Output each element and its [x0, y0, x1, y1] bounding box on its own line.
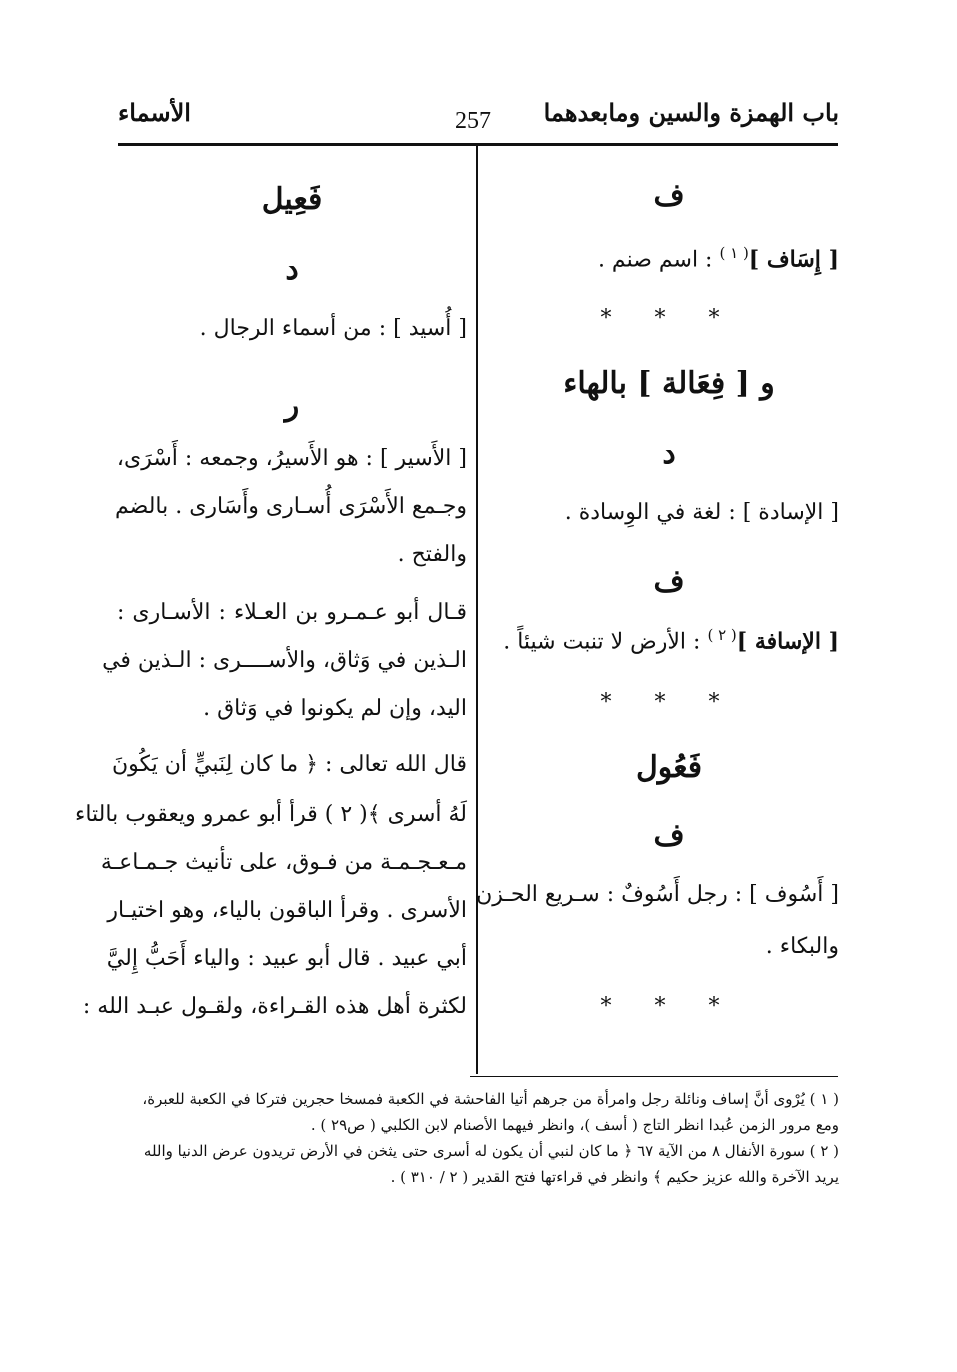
entry-definition: : الأرض لا تنبت شيئاً .: [503, 629, 701, 655]
footnote-1-continued: ومع مرور الزمن عُبدا انظر التاج ( أسف )، وانظر فيهما الأصنام لابن الكلبي ( ص٢٩ ) .: [310, 1116, 839, 1134]
paragraph-quran: قال الله تعالى : ﴿ ما كان لِنَبيٍّ أن يَكُونَ: [111, 752, 467, 777]
footnote-1: ( ١ ) يُرْوى أنَّ إساف ونائلة رجل وامرأة من جرهم أتيا الفاحشة في الكعبة فمسخا حجرين فتركا في الكعبة للعبرة،: [142, 1090, 839, 1108]
section-letter-dal: د: [662, 436, 676, 471]
entry-asuf-continued: والبكاء .: [765, 934, 839, 959]
footnotes: [112, 1086, 839, 1190]
entry-asir: وجـمع الأَسْرَى أُسـارى وأَسَارى . بالضم: [114, 494, 467, 519]
paragraph-quran: لَهُ أسرى ﴾( ٢ ) قرأ أبو عمرو ويعقوب بالتاء: [75, 802, 467, 827]
entry-asir: [ الأَسير ] : هو الأَسيرُ، وجمعه : أَسْرَى،: [116, 446, 467, 471]
section-letter-ra: ر: [284, 388, 300, 423]
entry-asir: والفتح .: [397, 542, 467, 567]
entry-term: [ الإسافة ]: [736, 628, 839, 655]
paragraph-abu-amr: قـال أبو عـمـرو بن العـلاء : الأسـارى :: [117, 600, 467, 625]
footnote-2-continued: يريد الآخرة والله عزيز حكيم ﴾ وانظر في قراءتها فتح القدير ( ٢ / ٣١٠ ) .: [390, 1168, 839, 1186]
column-divider: [476, 146, 478, 1074]
paragraph-quran: الأسرى . وقرأ الباقون بالياء، وهو اختيـار: [107, 898, 467, 923]
paragraph-abu-amr: الـذين في وَثاق، والأســــرى : الـذين في: [102, 648, 467, 673]
section-letter-fa: ف: [653, 178, 685, 213]
section-letter-fa: ف: [653, 564, 685, 599]
paragraph-quran: مـعـجـمـة من فـوق، على تأنيث جـمـاعـة: [100, 850, 467, 875]
running-title-left: الأسماء: [118, 98, 191, 127]
section-separator: * * *: [600, 306, 738, 331]
footnote-ref: ( ٢ ): [707, 626, 737, 644]
entry-term: [ إِسَاف ]: [748, 246, 839, 273]
pattern-heading: و [ فِعَالة ] بالهاء: [563, 366, 775, 401]
paragraph-quran: لكثرة أهل هذه القـراءة، ولقـول عبـد الله :: [82, 994, 467, 1019]
entry-isafa: [503, 626, 839, 654]
entry-isada: [ الإسادة ] : لغة في الوِسادة .: [564, 500, 839, 525]
section-letter-dal: د: [285, 252, 299, 287]
section-separator: * * *: [600, 690, 738, 715]
footnote-ref: ( ١ ): [719, 244, 749, 262]
entry-usaid: [ أُسيد ] : من أسماء الرجال .: [199, 316, 467, 341]
running-title-right: باب الهمزة والسين ومابعدهما: [543, 98, 839, 127]
paragraph-quran: أبي عبيد . قال أبو عبيد : والياء أَحَبُّ إِليَّ: [106, 946, 467, 971]
footnote-rule: [470, 1076, 838, 1077]
page-number: 257: [455, 108, 491, 134]
footnote-2: ( ٢ ) سورة الأنفال ٨ من الآية ٦٧ ﴿ ما كان لنبي أن يكون له أسرى حتى يثخن في الأرض تريدون عرض الدنيا والله: [143, 1142, 839, 1160]
pattern-heading: فَعِيل: [261, 182, 323, 217]
section-separator: * * *: [600, 994, 738, 1019]
entry-isaf: [598, 244, 839, 272]
section-letter-fa: ف: [653, 818, 685, 853]
header-rule: [118, 143, 838, 146]
pattern-heading: فَعُول: [635, 750, 703, 785]
entry-asuf: [ أَسُوف ] : رجل أَسُوفٌ : سـريع الحـزن: [476, 882, 839, 907]
entry-definition: : اسم صنم .: [597, 247, 713, 273]
paragraph-abu-amr: اليد، وإن لم يكونوا في وَثاق .: [203, 696, 467, 721]
